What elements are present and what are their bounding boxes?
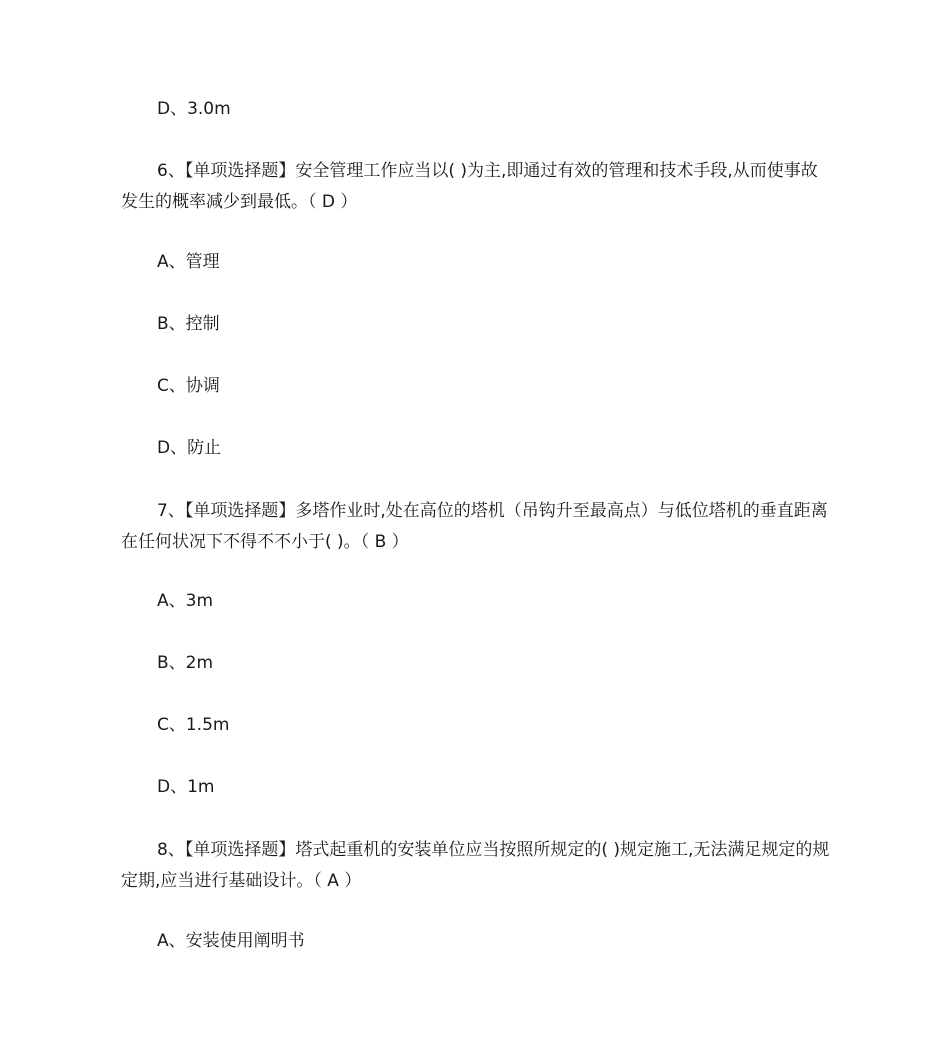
question-7: 7、【单项选择题】多塔作业时,处在高位的塔机（吊钩升至最高点）与低位塔机的垂直距离在任何状况下不得不不小于( )。（ B ） [121, 501, 828, 552]
option-a-q6: A、管理 [157, 252, 220, 272]
option-c-q6: C、协调 [157, 376, 220, 396]
option-d-q5: D、3.0m [157, 99, 231, 119]
option-d-q6: D、防止 [157, 438, 222, 458]
question-8: 8、【单项选择题】塔式起重机的安装单位应当按照所规定的( )规定施工,无法满足规定的规定期,应当进行基础设计。（ A ） [121, 840, 830, 891]
option-d-q7: D、1m [157, 777, 215, 797]
option-c-q7: C、1.5m [157, 715, 230, 735]
option-b-q6: B、控制 [157, 314, 220, 334]
option-b-q7: B、2m [157, 653, 214, 673]
option-a-q8: A、安装使用阐明书 [157, 931, 305, 951]
question-6: 6、【单项选择题】安全管理工作应当以( )为主,即通过有效的管理和技术手段,从而使事故发生的概率减少到最低。（ D ） [121, 161, 818, 212]
option-a-q7: A、3m [157, 591, 214, 611]
